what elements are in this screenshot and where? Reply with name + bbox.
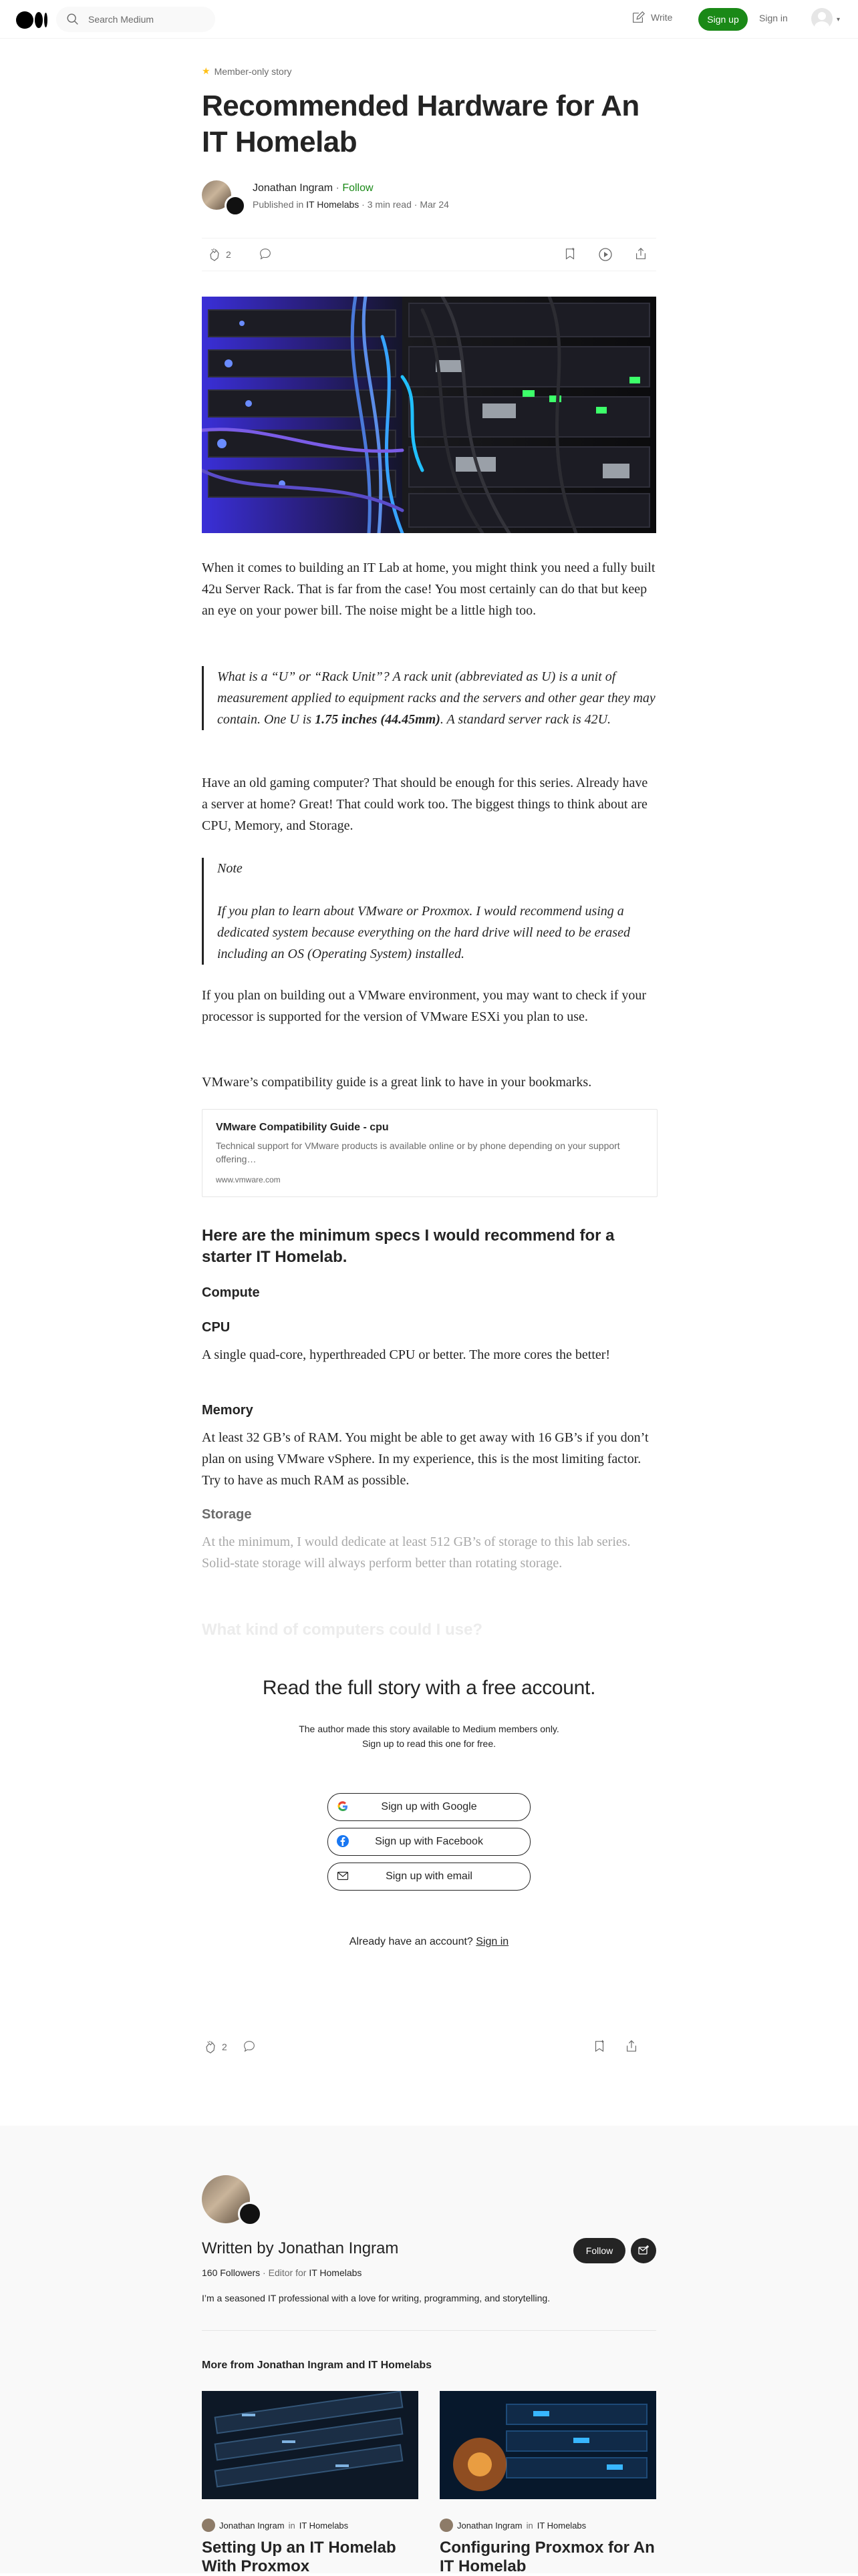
signup-button[interactable]: Sign up (698, 8, 748, 31)
facebook-icon (336, 1834, 349, 1848)
card-1-author[interactable]: Jonathan Ingram (219, 2520, 285, 2531)
embed-domain: www.vmware.com (216, 1175, 281, 1184)
bottom-share-button[interactable] (624, 2039, 639, 2054)
bookmark-plus-icon (592, 2039, 607, 2054)
logo-circle-large (16, 11, 33, 29)
card-2-meta (440, 2519, 586, 2532)
blockquote-rack-unit (202, 666, 656, 730)
heading-memory: Memory (202, 1403, 253, 1418)
comment-icon (258, 247, 273, 261)
card-2-publication[interactable]: IT Homelabs (537, 2520, 587, 2531)
comment-button[interactable] (258, 247, 273, 261)
bottom-clap-button[interactable] (202, 2039, 227, 2055)
clap-icon (206, 247, 222, 263)
publication-badge[interactable] (225, 195, 246, 216)
paywall-heading: Read the full story with a free account. (262, 1677, 596, 1699)
already-prefix: Already have an account? (349, 1936, 473, 1947)
footer-follow-button[interactable]: Follow (573, 2238, 625, 2263)
article-action-bar (202, 238, 656, 271)
link-embed-card[interactable] (202, 1109, 658, 1197)
paragraph-storage: At the minimum, I would dedicate at least 512 GB’s of storage to this lab series. Solid-state storage will always perform better than rotating storage. (202, 1535, 631, 1571)
editor-publication-link[interactable]: IT Homelabs (309, 2267, 362, 2278)
paragraph-esxi: If you plan on building out a VMware environment, you may want to check if your processor is supported for the version of VMware ESXi you plan to use. (202, 988, 647, 1024)
author-footer-section (0, 2126, 858, 2573)
more-from-heading: More from Jonathan Ingram and IT Homelabs (202, 2360, 432, 2371)
signin-link[interactable]: Sign in (759, 13, 788, 23)
card-1-publication[interactable]: IT Homelabs (299, 2520, 349, 2531)
footer-stats-line (202, 2267, 362, 2278)
card-2-image[interactable] (440, 2391, 656, 2499)
search-input[interactable] (87, 13, 203, 25)
note-text: If you plan to learn about VMware or Proxmox. I would recommend using a dedicated system because everything on the hard drive will need to be erased including an OS (Operating System) installed. (217, 904, 630, 961)
publication-line (253, 199, 449, 210)
footer-publication-badge[interactable] (238, 2202, 262, 2226)
chevron-down-icon[interactable]: ▾ (837, 16, 841, 23)
bottom-bookmark-button[interactable] (592, 2039, 607, 2054)
author-name[interactable]: Jonathan Ingram (253, 182, 333, 194)
paywall-signin-link[interactable]: Sign in (476, 1936, 509, 1947)
written-by-heading[interactable]: Written by Jonathan Ingram (202, 2239, 399, 2257)
signup-email-button[interactable] (327, 1863, 531, 1891)
star-icon: ★ (202, 65, 210, 76)
separator-dot: · (263, 2267, 269, 2278)
heading-min-specs: Here are the minimum specs I would recommend for a starter IT Homelab. (202, 1227, 615, 1266)
separator-dot: · (414, 199, 420, 210)
hero-image-server-rack (202, 297, 656, 533)
subscribe-email-button[interactable] (631, 2238, 656, 2263)
separator-dot: · (335, 182, 343, 194)
bottom-clap-count: 2 (222, 2042, 227, 2052)
card-2-author[interactable]: Jonathan Ingram (457, 2520, 523, 2531)
heading-cpu: CPU (202, 1320, 231, 1335)
write-label: Write (651, 12, 673, 23)
follow-link[interactable]: Follow (342, 182, 374, 194)
top-navigation-bar (0, 0, 858, 39)
medium-logo[interactable] (16, 11, 47, 29)
paywall-line-1: The author made this story available to Medium members only. (299, 1724, 559, 1734)
share-icon (633, 247, 648, 261)
mail-icon (336, 1869, 349, 1883)
separator-dot: · (362, 199, 368, 210)
paragraph-gaming-computer: Have an old gaming computer? That should be enough for this series. Already have a server at home? Great! That could work too. The biggest things to think about are CPU, Memory, and Storage. (202, 776, 648, 833)
followers-count[interactable]: 160 Followers (202, 2267, 261, 2278)
signup-google-label: Sign up with Google (381, 1801, 477, 1812)
card-1-image[interactable] (202, 2391, 418, 2499)
published-in-prefix: Published in (253, 199, 304, 210)
write-button[interactable] (631, 10, 672, 25)
share-icon (624, 2039, 639, 2054)
mail-plus-icon (637, 2244, 650, 2257)
paragraph-intro: When it comes to building an IT Lab at home, you might think you need a fully built 42u Server Rack. That is far from the case! You most certainly can do that but keep an eye on your power bill. The noise might be a little high too. (202, 560, 656, 618)
author-line (253, 182, 374, 194)
paragraph-memory: At least 32 GB’s of RAM. You might be able to get away with 16 GB’s if you don’t plan on using VMware vSphere. In my experience, this is the most limiting factor. Try to have as much RAM as possible. (202, 1430, 649, 1488)
clap-icon (202, 2039, 218, 2055)
card-1-server-illustration (202, 2391, 418, 2499)
quote-text-a: What is a “U” or “Rack Unit”? A rack unit (abbreviated as U) is a unit of measurement applied to equipment racks and the servers and other gear they may contain. One U is (217, 669, 656, 727)
publication-link[interactable]: IT Homelabs (306, 199, 360, 210)
signup-facebook-button[interactable] (327, 1828, 531, 1856)
editor-prefix: Editor for (268, 2267, 307, 2278)
note-spacer (217, 879, 656, 901)
search-box[interactable] (56, 7, 215, 32)
quote-bold-measure: 1.75 inches (44.45mm) (315, 712, 440, 727)
card-2-in: in (526, 2520, 533, 2531)
author-row (202, 180, 656, 214)
member-only-text: Member-only story (214, 65, 292, 77)
bookmark-plus-icon (563, 247, 577, 261)
author-bio: I’m a seasoned IT professional with a love for writing, programming, and storytelling. (202, 2293, 551, 2303)
blockquote-note (202, 858, 656, 965)
card-1-meta (202, 2519, 348, 2532)
member-only-label (202, 65, 656, 77)
heading-storage: Storage (202, 1507, 252, 1522)
card-2-avatar[interactable] (440, 2519, 453, 2532)
note-label: Note (217, 861, 243, 876)
avatar-body-shape (815, 21, 829, 29)
quote-text-b: . A standard server rack is 42U. (440, 712, 611, 727)
card-1-in: in (288, 2520, 295, 2531)
heading-compute: Compute (202, 1285, 260, 1300)
publish-date: Mar 24 (420, 199, 449, 210)
logo-oval-small (44, 13, 47, 27)
logo-oval-medium (35, 12, 43, 28)
paywall-line-2: Sign up to read this one for free. (362, 1738, 496, 1749)
signup-facebook-label: Sign up with Facebook (375, 1836, 483, 1847)
card-2-server-illustration (440, 2391, 656, 2499)
search-icon (65, 12, 80, 27)
article-title: Recommended Hardware for An IT Homelab (202, 90, 639, 158)
google-icon (336, 1800, 349, 1813)
play-icon (597, 247, 613, 263)
bottom-action-bar (202, 2039, 656, 2059)
paragraph-compat-guide: VMware’s compatibility guide is a great link to have in your bookmarks. (202, 1075, 592, 1090)
card-1-avatar[interactable] (202, 2519, 215, 2532)
heading-faded-computers: What kind of computers could I use? (202, 1621, 483, 1639)
server-rack-illustration (202, 297, 656, 533)
avatar-head-shape (818, 12, 826, 20)
signup-email-label: Sign up with email (386, 1871, 472, 1882)
card-1-title[interactable]: Setting Up an IT Homelab With Proxmox (202, 2539, 396, 2575)
signup-google-button[interactable] (327, 1793, 531, 1821)
bookmark-button[interactable] (563, 247, 577, 261)
clap-button[interactable] (206, 247, 231, 263)
embed-description: Technical support for VMware products is available online or by phone depending on your support offering… (216, 1140, 620, 1164)
share-button[interactable] (633, 247, 648, 261)
embed-title: VMware Compatibility Guide - cpu (216, 1122, 389, 1133)
bottom-comment-button[interactable] (242, 2039, 257, 2054)
clap-count: 2 (226, 249, 231, 260)
write-icon (631, 10, 646, 25)
already-have-account (0, 1936, 858, 1948)
card-2-title[interactable]: Configuring Proxmox for An IT Homelab (440, 2539, 655, 2575)
listen-button[interactable] (597, 247, 613, 263)
paragraph-cpu: A single quad-core, hyperthreaded CPU or better. The more cores the better! (202, 1347, 611, 1362)
user-avatar[interactable] (811, 8, 833, 29)
read-time: 3 min read (367, 199, 412, 210)
footer-divider (202, 2330, 656, 2331)
comment-icon (242, 2039, 257, 2054)
